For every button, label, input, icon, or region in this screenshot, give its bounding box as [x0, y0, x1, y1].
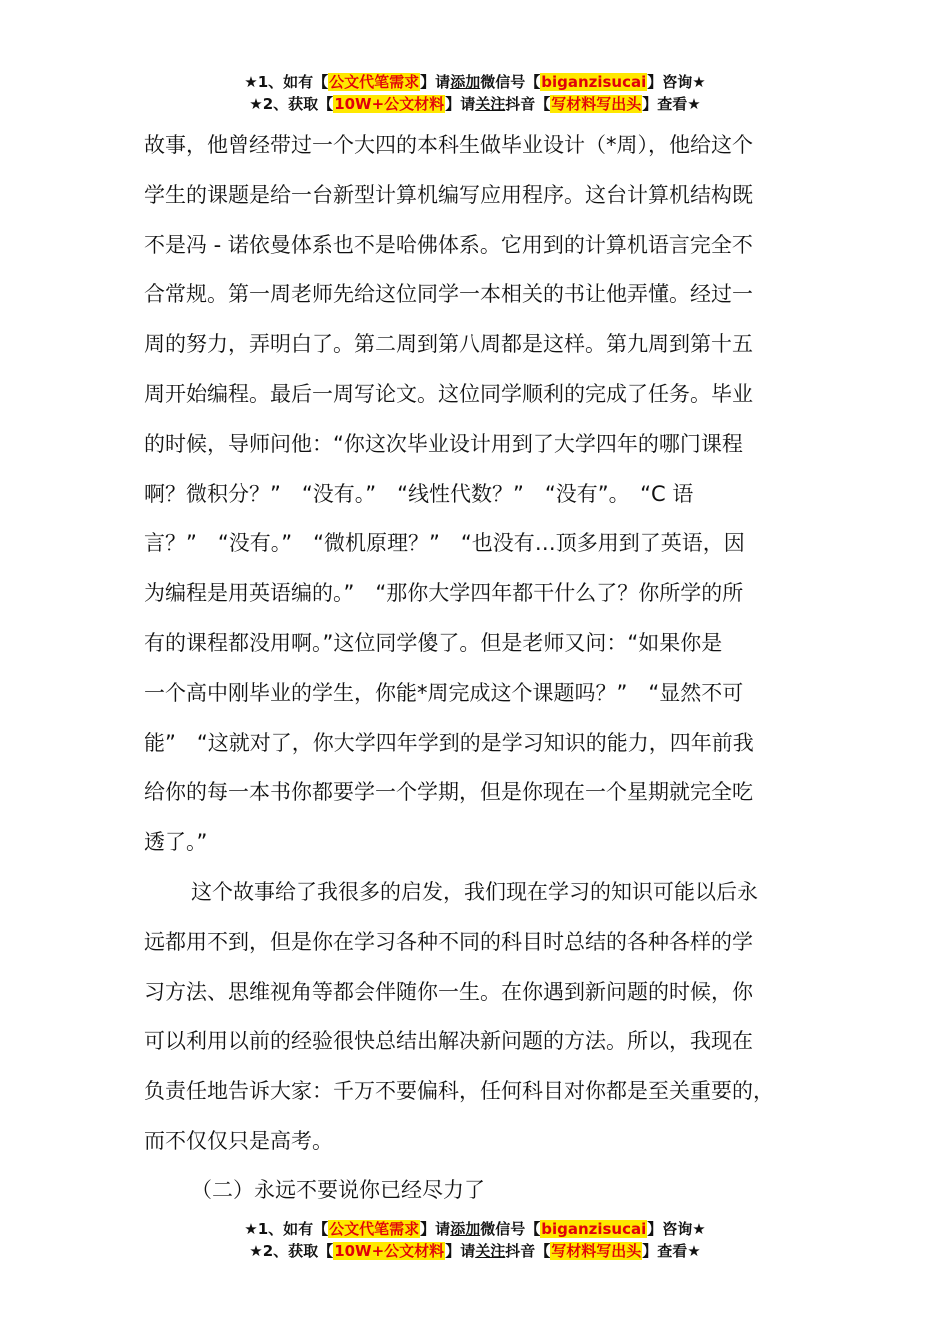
body-line: 故事，他曾经带过一个大四的本科生做毕业设计（*周），他给这个 [144, 133, 753, 157]
document-body [144, 121, 814, 1167]
promo-underlined: 添加 [450, 73, 481, 91]
highlight-service: 公文代笔需求 [329, 73, 420, 91]
body-line: 周的努力，弄明白了。第二周到第八周都是这样。第九周到第十五 [144, 332, 753, 357]
promo-text: ★1、如有【 [244, 1220, 329, 1238]
body-line: 合常规。第一周老师先给这位同学一本相关的书让他弄懂。经过一 [144, 282, 753, 307]
body-line: 一个高中刚毕业的学生，你能*周完成这个课题吗？” “显然不可 [144, 680, 744, 705]
highlight-douyin: 写材料写出头 [551, 95, 642, 113]
highlight-materials: 10W+公文材料 [334, 1242, 445, 1260]
promo-line-2 [0, 1240, 950, 1262]
promo-underlined: 关注 [475, 95, 506, 113]
promo-text: 微信号【 [480, 1220, 541, 1238]
body-line: 学生的课题是给一台新型计算机编写应用程序。这台计算机结构既 [144, 182, 753, 207]
promo-text: 抖音【 [505, 1242, 551, 1260]
highlight-service: 公文代笔需求 [329, 1220, 420, 1238]
paragraph-first-line: 这个故事给了我很多的启发，我们现在学习的知识可能以后永 [191, 879, 758, 904]
promo-text: 】请 [445, 95, 476, 113]
promo-text: 】请 [420, 73, 451, 91]
body-line: 远都用不到，但是你在学习各种不同的科目时总结的各种各样的学 [144, 929, 753, 954]
promo-text: ★2、获取【 [249, 95, 334, 113]
body-line: 习方法、思维视角等都会伴随你一生。在你遇到新问题的时候，你 [144, 979, 753, 1004]
highlight-materials: 10W+公文材料 [334, 95, 445, 113]
promo-banner-top [0, 71, 950, 115]
promo-text: 】查看★ [642, 95, 701, 113]
promo-text: ★2、获取【 [249, 1242, 334, 1260]
promo-text: 】咨询★ [647, 1220, 706, 1238]
promo-text: 抖音【 [505, 95, 551, 113]
promo-underlined: 关注 [475, 1242, 506, 1260]
promo-text: ★1、如有【 [244, 73, 329, 91]
body-line: 能” “这就对了，你大学四年学到的是学习知识的能力，四年前我 [144, 730, 754, 755]
body-line: 透了。” [144, 830, 208, 855]
promo-text: 】查看★ [642, 1242, 701, 1260]
body-line: 周开始编程。最后一周写论文。这位同学顺利的完成了任务。毕业 [144, 381, 753, 406]
body-line: 给你的每一本书你都要学一个学期，但是你现在一个星期就完全吃 [144, 780, 753, 805]
promo-line-1 [0, 1218, 950, 1240]
highlight-douyin: 写材料写出头 [551, 1242, 642, 1260]
body-line: 不是冯 - 诺依曼体系也不是哈佛体系。它用到的计算机语言完全不 [144, 232, 753, 257]
body-line: 为编程是用英语编的。” “那你大学四年都干什么了？你所学的所 [144, 581, 744, 606]
body-line: 而不仅仅只是高考。 [144, 1128, 333, 1153]
promo-text: 微信号【 [480, 73, 541, 91]
promo-text: 】咨询★ [647, 73, 706, 91]
body-line: 可以利用以前的经验很快总结出解决新问题的方法。所以，我现在 [144, 1029, 753, 1054]
highlight-wechat-id: biganzisucai [541, 73, 647, 91]
promo-banner-bottom [0, 1218, 950, 1262]
promo-underlined: 添加 [450, 1220, 481, 1238]
highlight-wechat-id: biganzisucai [541, 1220, 647, 1238]
body-line: 负责任地告诉大家：千万不要偏科，任何科目对你都是至关重要的， [144, 1079, 774, 1104]
promo-line-1 [0, 71, 950, 93]
body-line: 啊？微积分？” “没有。” “线性代数？” “没有”。 “C 语 [144, 481, 694, 506]
section-heading: （二）永远不要说你已经尽力了 [191, 1178, 485, 1202]
body-line: 的时候，导师问他：“你这次毕业设计用到了大学四年的哪门课程 [144, 431, 743, 456]
promo-text: 】请 [420, 1220, 451, 1238]
promo-line-2 [0, 93, 950, 115]
promo-text: 】请 [445, 1242, 476, 1260]
body-line: 言？” “没有。” “微机原理？” “也没有…顶多用到了英语，因 [144, 531, 745, 556]
body-line: 有的课程都没用啊。”这位同学傻了。但是老师又问：“如果你是 [144, 630, 723, 655]
